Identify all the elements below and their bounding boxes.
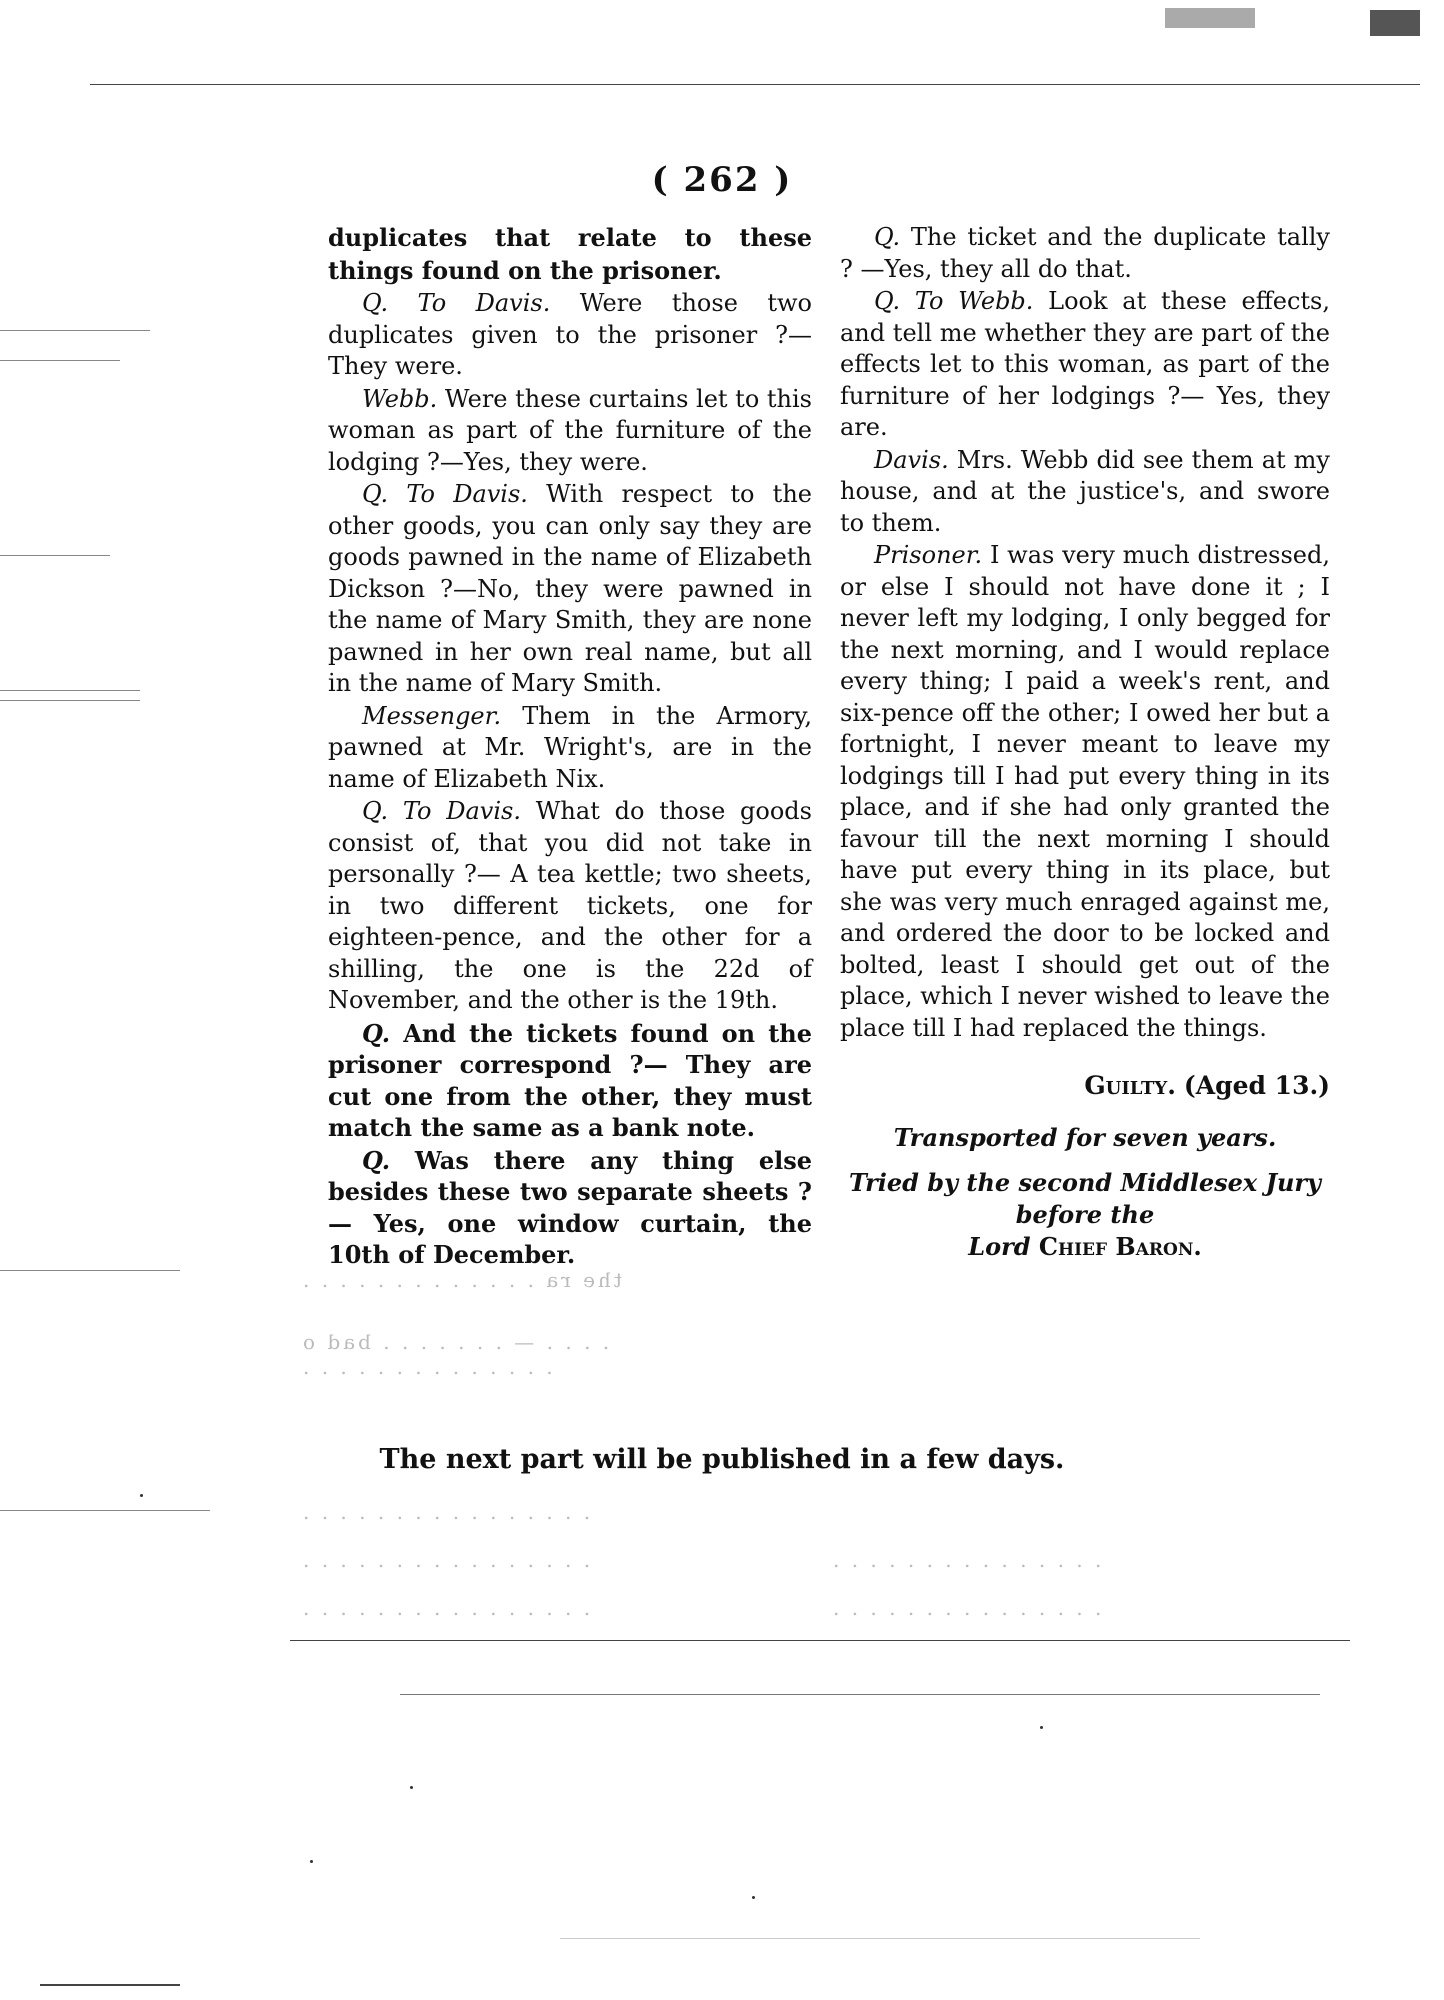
paragraph — [328, 701, 812, 796]
speaker: Q. — [874, 223, 901, 251]
margin-mark — [0, 700, 140, 701]
paragraph — [328, 384, 812, 479]
margin-mark — [0, 555, 110, 556]
page-number: ( 262 ) — [651, 160, 793, 200]
margin-mark — [0, 690, 140, 691]
paragraph — [840, 540, 1330, 1044]
paragraph — [328, 288, 812, 383]
speaker: Q. — [362, 1018, 391, 1048]
margin-mark — [0, 1510, 210, 1511]
show-through-text: the ra . . . . . . . . . . . . . — [300, 1268, 622, 1292]
sentence: Transported for seven years. — [893, 1122, 1277, 1152]
paragraph — [840, 286, 1330, 444]
paragraph-text: I was very much distressed, or else I should not have done it ; I never left my lodging, I only begged for the next morning, and I would replace every thing; I paid a week's rent, and six-pence off the other; I owed her but a fortnight, I never meant to leave my lodgings till I had put every thing in its place, and if she had only granted the favour till the next morning I should have put every thing in its place, but she was very much enraged against me, and ordered the door to be locked and bolted, least I should get out of the place, which I never wished to leave the place till I had replaced the things. — [840, 541, 1330, 1042]
paragraph-text: And the tickets found on the prisoner correspond ?— They are cut one from the other, they must match the same as a bank note. — [328, 1018, 812, 1142]
paragraph-text: What do those goods consist of, that you did not take in personally ?— A tea kettle; two sheets, in two different tickets, one for eighteen-pence, and the other for a shilling, the one is the 22d of November, and the other is the 19th. — [328, 797, 812, 1014]
bottom-mark — [40, 1984, 180, 1986]
ink-speck — [752, 1896, 755, 1899]
scan-edge-bottom — [290, 1640, 1350, 1641]
next-part-notice: The next part will be published in a few days. — [379, 1444, 1065, 1475]
speaker: Davis. — [874, 445, 949, 474]
paragraph — [328, 1018, 812, 1144]
left-column — [328, 222, 812, 1272]
show-through-text: . . . . . . . . . . . . . . . — [830, 1548, 1102, 1572]
paragraph — [328, 479, 812, 700]
verdict-age: (Aged 13.) — [1183, 1071, 1330, 1100]
speaker: Q. To Davis. — [362, 289, 551, 317]
show-through-text: . . . . . . . . . . . . . . . . — [300, 1500, 591, 1524]
paragraph — [328, 222, 812, 287]
show-through-text: . . . . — . . . . . . . bad o — [300, 1330, 610, 1354]
paragraph — [840, 445, 1330, 540]
speaker: Q. To Webb. — [874, 287, 1034, 315]
trial-info — [840, 1167, 1330, 1263]
trial-line-2-title: Chief Baron. — [1038, 1232, 1202, 1261]
speaker: Webb. — [362, 384, 438, 413]
show-through-text: . . . . . . . . . . . . . . . . — [300, 1548, 591, 1572]
paragraph-text: Look at these effects, and tell me whether they are part of the effects let to this woman, as part of the furniture of her lodgings ?— Yes, they are. — [840, 287, 1330, 441]
bottom-mark — [560, 1938, 1200, 1939]
corner-blot — [1165, 8, 1255, 28]
speaker: Q. To Davis. — [362, 480, 528, 508]
paragraph-text: Were those two duplicates given to the prisoner ?— They were. — [328, 289, 812, 380]
ink-speck — [140, 1494, 143, 1497]
speaker: Q. — [362, 1145, 391, 1175]
ink-speck — [1040, 1726, 1043, 1729]
scan-edge-bottom-2 — [400, 1694, 1320, 1695]
paragraph-text: Were these curtains let to this woman as part of the furniture of the lodging ?—Yes, they were. — [328, 384, 812, 476]
paragraph — [840, 222, 1330, 285]
trial-line-2-prefix: Lord — [968, 1232, 1031, 1261]
margin-mark — [0, 1270, 180, 1271]
paragraph — [328, 796, 812, 1017]
paragraph-text: Them in the Armory, pawned at Mr. Wright's, are in the name of Elizabeth Nix. — [328, 701, 812, 793]
ink-speck — [410, 1786, 413, 1789]
paragraph — [328, 1145, 812, 1271]
paragraph-text: Mrs. Webb did see them at my house, and at the justice's, and swore to them. — [840, 445, 1330, 537]
speaker: Prisoner. — [874, 541, 983, 569]
paragraph-text: duplicates that relate to these things found on the prisoner. — [328, 223, 812, 285]
show-through-text: . . . . . . . . . . . . . . — [300, 1355, 553, 1379]
verdict-label: Guilty. — [1084, 1071, 1176, 1100]
speaker: Messenger. — [362, 701, 502, 730]
speaker: Q. To Davis. — [362, 797, 521, 825]
verdict — [840, 1070, 1330, 1102]
trial-line-1: Tried by the second Middlesex Jury before the — [849, 1168, 1321, 1229]
margin-mark — [0, 330, 150, 331]
ink-speck — [310, 1860, 313, 1863]
show-through-text: . . . . . . . . . . . . . . . — [830, 1596, 1102, 1620]
right-column — [840, 222, 1330, 1263]
paragraph-text: With respect to the other goods, you can only say they are goods pawned in the name of Elizabeth Dickson ?—No, they were pawned in the name of Mary Smith, they are none pawned in her own real name, but all in the name of Mary Smith. — [328, 480, 812, 697]
corner-blot — [1370, 10, 1420, 36]
paragraph-text: Was there any thing else besides these two separate sheets ?— Yes, one window curtain, the 10th of December. — [328, 1145, 812, 1269]
margin-mark — [0, 360, 120, 361]
scan-edge-top — [90, 84, 1420, 85]
paragraph-text: The ticket and the duplicate tally ? —Yes, they all do that. — [840, 223, 1330, 283]
show-through-text: . . . . . . . . . . . . . . . . — [300, 1596, 591, 1620]
